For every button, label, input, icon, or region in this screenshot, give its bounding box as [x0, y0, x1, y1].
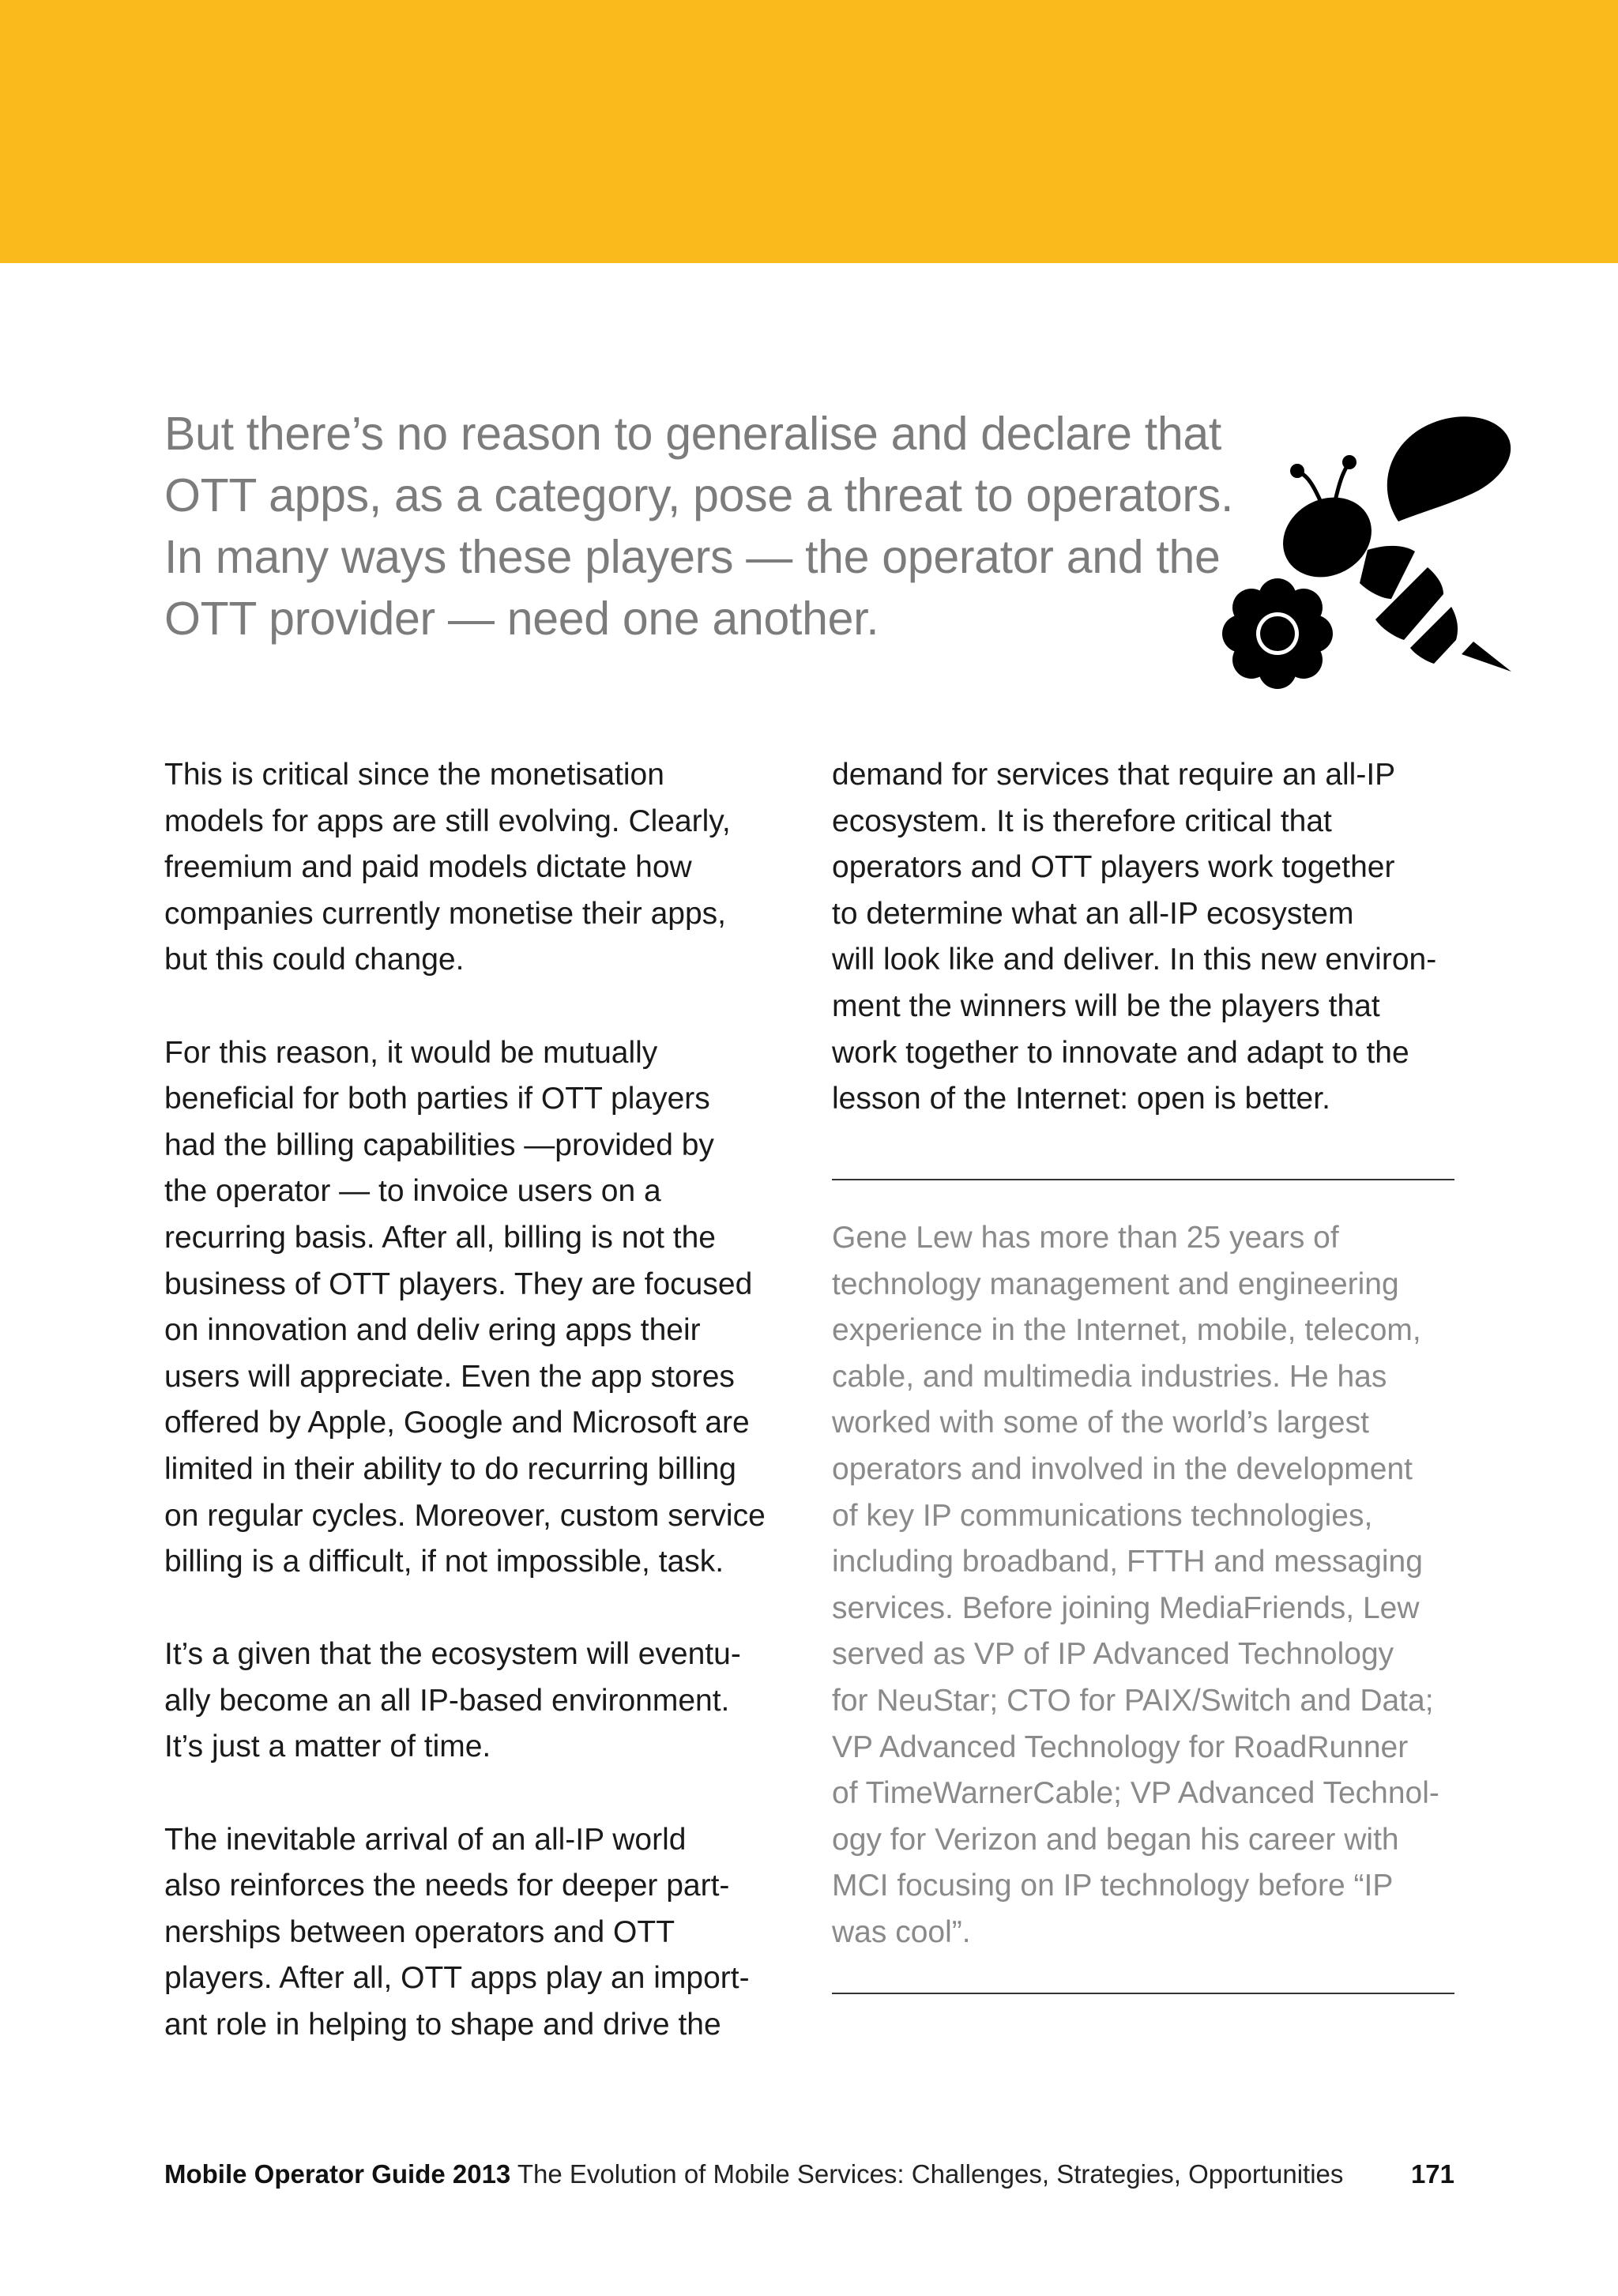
bio-line: MCI focusing on IP technology before “IP: [832, 1869, 1394, 1903]
body-line: the operator — to invoice users on a: [164, 1174, 661, 1209]
body-line: on regular cycles. Moreover, custom service: [164, 1498, 766, 1533]
body-line: had the billing capabilities —provided by: [164, 1127, 714, 1162]
bio-top-divider: [832, 1179, 1454, 1180]
body-line: It’s a given that the ecosystem will eventu-: [164, 1637, 741, 1672]
body-line: ment the winners will be the players that: [832, 988, 1380, 1023]
bio-line: cable, and multimedia industries. He has: [832, 1359, 1387, 1394]
bio-line: ogy for Verizon and began his career with: [832, 1822, 1399, 1857]
body-line: The inevitable arrival of an all-IP world: [164, 1822, 687, 1857]
pull-quote-line: But there’s no reason to generalise and declare that: [164, 408, 1221, 460]
body-line: limited in their ability to do recurring billing: [164, 1451, 736, 1486]
page-footer: [164, 2157, 1454, 2192]
bio-line: experience in the Internet, mobile, telecom,: [832, 1313, 1421, 1348]
bio-line: for NeuStar; CTO for PAIX/Switch and Data;: [832, 1683, 1434, 1718]
page-number: 171: [1410, 2159, 1454, 2189]
body-line: work together to innovate and adapt to the: [832, 1035, 1409, 1070]
flower-icon: [1222, 578, 1333, 689]
pull-quote-line: OTT apps, as a category, pose a threat to operators.: [164, 469, 1234, 521]
body-line: lesson of the Internet: open is better.: [832, 1082, 1330, 1116]
body-line: ant role in helping to shape and drive the: [164, 2008, 721, 2042]
pull-quote-line: In many ways these players — the operator and the: [164, 531, 1221, 583]
body-line: but this could change.: [164, 943, 465, 977]
body-line: beneficial for both parties if OTT players: [164, 1082, 710, 1116]
header-color-band: [0, 0, 1618, 263]
author-bio: [832, 1215, 1464, 1956]
body-line: For this reason, it would be mutually: [164, 1035, 658, 1070]
body-line: companies currently monetise their apps,: [164, 896, 727, 931]
body-line: to determine what an all-IP ecosystem: [832, 896, 1354, 931]
body-line: It’s just a matter of time.: [164, 1730, 491, 1764]
body-line: offered by Apple, Google and Microsoft are: [164, 1406, 750, 1440]
footer-publication-title: Mobile Operator Guide 2013: [164, 2159, 511, 2189]
body-line: ecosystem. It is therefore critical that: [832, 804, 1332, 838]
body-line: users will appreciate. Even the app stores: [164, 1359, 735, 1394]
bio-line: services. Before joining MediaFriends, Lew: [832, 1590, 1420, 1625]
body-column-left: [164, 752, 796, 2049]
paragraph-gap: [164, 1586, 796, 1632]
bio-bottom-divider: [832, 1993, 1454, 1994]
body-line: also reinforces the needs for deeper part-: [164, 1869, 730, 1903]
body-line: models for apps are still evolving. Clearly,: [164, 804, 731, 838]
body-line: business of OTT players. They are focused: [164, 1267, 753, 1301]
bio-line: of key IP communications technologies,: [832, 1498, 1373, 1533]
body-line: operators and OTT players work together: [832, 850, 1395, 885]
body-line: players. After all, OTT apps play an import-: [164, 1961, 750, 1996]
paragraph-gap: [164, 984, 796, 1030]
bio-line: worked with some of the world’s largest: [832, 1406, 1369, 1440]
body-line: on innovation and deliv ering apps their: [164, 1313, 701, 1348]
paragraph-gap: [164, 1771, 796, 1817]
body-line: recurring basis. After all, billing is not the: [164, 1220, 717, 1255]
pull-quote-line: OTT provider — need one another.: [164, 593, 879, 645]
body-line: will look like and deliver. In this new environ-: [832, 943, 1437, 977]
bee-and-flower-icon: [1221, 411, 1521, 703]
bio-line: including broadband, FTTH and messaging: [832, 1545, 1423, 1579]
bio-line: served as VP of IP Advanced Technology: [832, 1637, 1394, 1672]
bio-line: was cool”.: [832, 1914, 971, 1949]
body-line: nerships between operators and OTT: [164, 1914, 675, 1949]
body-line: This is critical since the monetisation: [164, 758, 664, 792]
bio-line: technology management and engineering: [832, 1267, 1399, 1301]
body-line: billing is a difficult, if not impossible, task.: [164, 1545, 724, 1579]
bio-line: operators and involved in the development: [832, 1451, 1413, 1486]
bio-line: VP Advanced Technology for RoadRunner: [832, 1730, 1409, 1764]
body-column-right: [832, 752, 1464, 1123]
body-line: freemium and paid models dictate how: [164, 850, 692, 885]
footer-subtitle: The Evolution of Mobile Services: Challenges, Strategies, Opportunities: [517, 2159, 1344, 2189]
body-line: ally become an all IP-based environment.: [164, 1683, 730, 1718]
bio-line: Gene Lew has more than 25 years of: [832, 1221, 1339, 1255]
bio-line: of TimeWarnerCable; VP Advanced Technol-: [832, 1776, 1439, 1811]
body-line: demand for services that require an all-IP: [832, 758, 1396, 792]
pull-quote: [164, 403, 1255, 649]
